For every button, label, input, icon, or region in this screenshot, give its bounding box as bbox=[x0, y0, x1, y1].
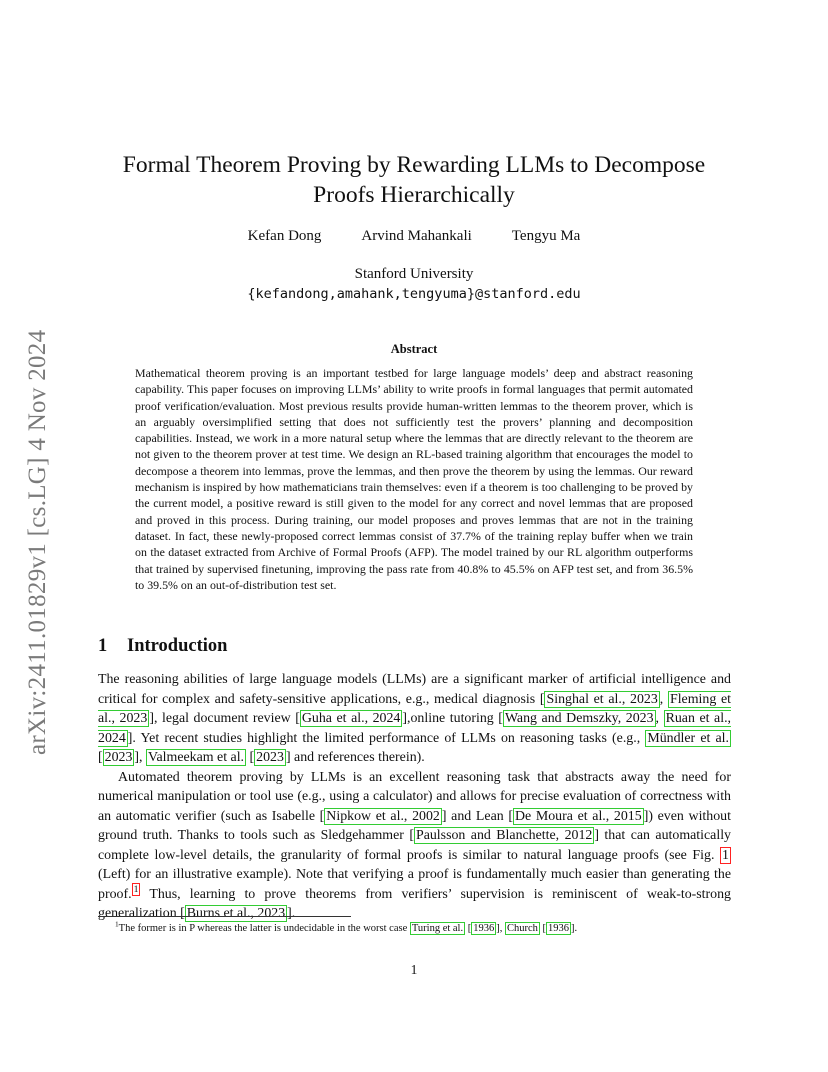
citation-link[interactable]: De Moura et al., 2015 bbox=[514, 808, 642, 824]
text-run: ], bbox=[134, 750, 146, 765]
affiliation: Stanford University bbox=[354, 266, 474, 282]
citation-link[interactable]: Church bbox=[506, 923, 538, 934]
text-run: ] and references therein). bbox=[285, 750, 425, 765]
paragraph bbox=[98, 670, 731, 768]
abstract-heading: Abstract bbox=[390, 342, 438, 356]
section-title: Introduction bbox=[127, 636, 228, 656]
footnote bbox=[98, 919, 748, 936]
footnote-reference-link[interactable]: 1 bbox=[133, 883, 139, 895]
text-run: Thus, learning to prove theorems from verifiers’ supervision is reminiscent of weak-to-strong generalization [ bbox=[98, 886, 731, 921]
text-run: ]. bbox=[287, 906, 296, 921]
text-run: [ bbox=[539, 923, 547, 934]
text-run: The former is in P whereas the latter is undecidable in the worst case bbox=[118, 923, 410, 934]
paragraph bbox=[98, 768, 731, 924]
text-run: ]) even without ground truth. Thanks to tools such as Sledgehammer [ bbox=[98, 808, 731, 843]
citation-link[interactable]: Ruan et al., 2024 bbox=[98, 711, 732, 746]
citation-link[interactable]: Nipkow et al., 2002 bbox=[326, 808, 440, 824]
section-number: 1 bbox=[98, 636, 108, 656]
author-emails: {kefandong,amahank,tengyuma}@stanford.edu bbox=[247, 286, 581, 302]
text-run: ] and Lean [ bbox=[441, 808, 513, 824]
citation-link[interactable]: Fleming et al., 2023 bbox=[98, 691, 731, 726]
citation-link[interactable]: Turing et al. bbox=[411, 923, 464, 934]
figure-reference-link[interactable]: 1 bbox=[722, 847, 729, 863]
text-run: ]. Yet recent studies highlight the limited performance of LLMs on reasoning tasks (e.g., bbox=[127, 730, 646, 746]
text-run: Automated theorem proving by LLMs is an excellent reasoning task that abstracts away the need for numerical manipulation or tool use (e.g., using a calculator) and allows for precise evaluation of correctness with an automatic verifier (such as Isabelle [ bbox=[98, 769, 731, 824]
author-name: Arvind Mahankali bbox=[361, 228, 472, 244]
citation-link[interactable]: Valmeekam et al. bbox=[148, 750, 245, 765]
paper-title: Formal Theorem Proving by Rewarding LLMs to Decompose Proofs Hierarchically bbox=[122, 152, 706, 208]
citation-link[interactable]: Wang and Demszky, 2023 bbox=[504, 711, 654, 726]
text-run: , bbox=[655, 711, 664, 726]
citation-link[interactable]: Paulsson and Blanchette, 2012 bbox=[415, 828, 593, 843]
text-run: ], legal document review [ bbox=[149, 711, 300, 726]
page-number: 1 bbox=[410, 962, 418, 977]
citation-link[interactable]: Burns et al., 2023 bbox=[186, 906, 286, 921]
text-run: [ bbox=[465, 923, 472, 934]
introduction-body bbox=[98, 670, 731, 924]
text-run: ] that can automatically complete low-level details, the granularity of formal proofs is similar to natural language proofs (see Fig. bbox=[98, 828, 732, 863]
citation-link[interactable]: Guha et al., 2024 bbox=[301, 711, 401, 726]
author-list bbox=[100, 228, 728, 245]
text-run: ], bbox=[496, 923, 505, 934]
citation-link[interactable]: Mündler et al. bbox=[647, 730, 729, 746]
citation-link[interactable]: 1936 bbox=[473, 923, 495, 934]
text-run: ]. bbox=[571, 923, 578, 934]
footnote-mark: 1 bbox=[115, 919, 119, 929]
citation-link[interactable]: Singhal et al., 2023 bbox=[546, 691, 658, 707]
citation-link[interactable]: 1936 bbox=[548, 923, 570, 934]
text-run: (Left) for an illustrative example). Note that verifying a proof is fundamentally much easier than generating the proof. bbox=[98, 867, 731, 902]
abstract-text: Mathematical theorem proving is an important testbed for large language models’ deep and abstract reasoning capability. This paper focuses on improving LLMs’ ability to write proofs in formal languages that permit automated proof verification/evaluation. Most previous results provide human-written lemmas to the theorem prover, which is an arguably oversimplified setting that does not sufficiently test the provers’ planning and decomposition capabilities. Instead, we work in a more natural setup where the lemmas that are directly relevant to the theorem are not given to the theorem prover at test time. We design an RL-based training algorithm that encourages the model to decompose a theorem into lemmas, prove the lemmas, and then prove the theorem by using the lemmas. Our reward mechanism is inspired by how mathematicians train themselves: even if a theorem is too challenging to be proved by the current model, a positive reward is still given to the model for any correct and novel lemmas that are proposed and proved in this process. During training, our model proposes and proves lemmas that are not in the training dataset. In fact, these newly-proposed correct lemmas consist of 37.7% of the training replay buffer when we train on the dataset extracted from Archive of Formal Proofs (AFP). The model trained by our RL algorithm outperforms that trained by supervised finetuning, improving the pass rate from 40.8% to 45.5% on AFP test set, and from 36.5% to 39.5% on an out-of-distribution test set. bbox=[135, 366, 693, 592]
author-name: Tengyu Ma bbox=[511, 228, 581, 244]
text-run: The reasoning abilities of large language models (LLMs) are a significant marker of artificial intelligence and critical for complex and safety-sensitive applications, e.g., medical diagnosis [ bbox=[98, 672, 731, 707]
arxiv-identifier-stamp: arXiv:2411.01829v1 [cs.LG] 4 Nov 2024 bbox=[24, 329, 51, 755]
text-run: , bbox=[659, 691, 668, 707]
text-run: [ bbox=[98, 750, 103, 765]
citation-link[interactable]: 2023 bbox=[256, 750, 284, 765]
author-name: Kefan Dong bbox=[247, 228, 322, 244]
footnote-divider bbox=[98, 916, 351, 917]
text-run: [ bbox=[246, 750, 255, 765]
citation-link[interactable]: 2023 bbox=[104, 750, 133, 765]
section-heading bbox=[98, 636, 227, 657]
text-run: ],online tutoring [ bbox=[402, 711, 503, 726]
